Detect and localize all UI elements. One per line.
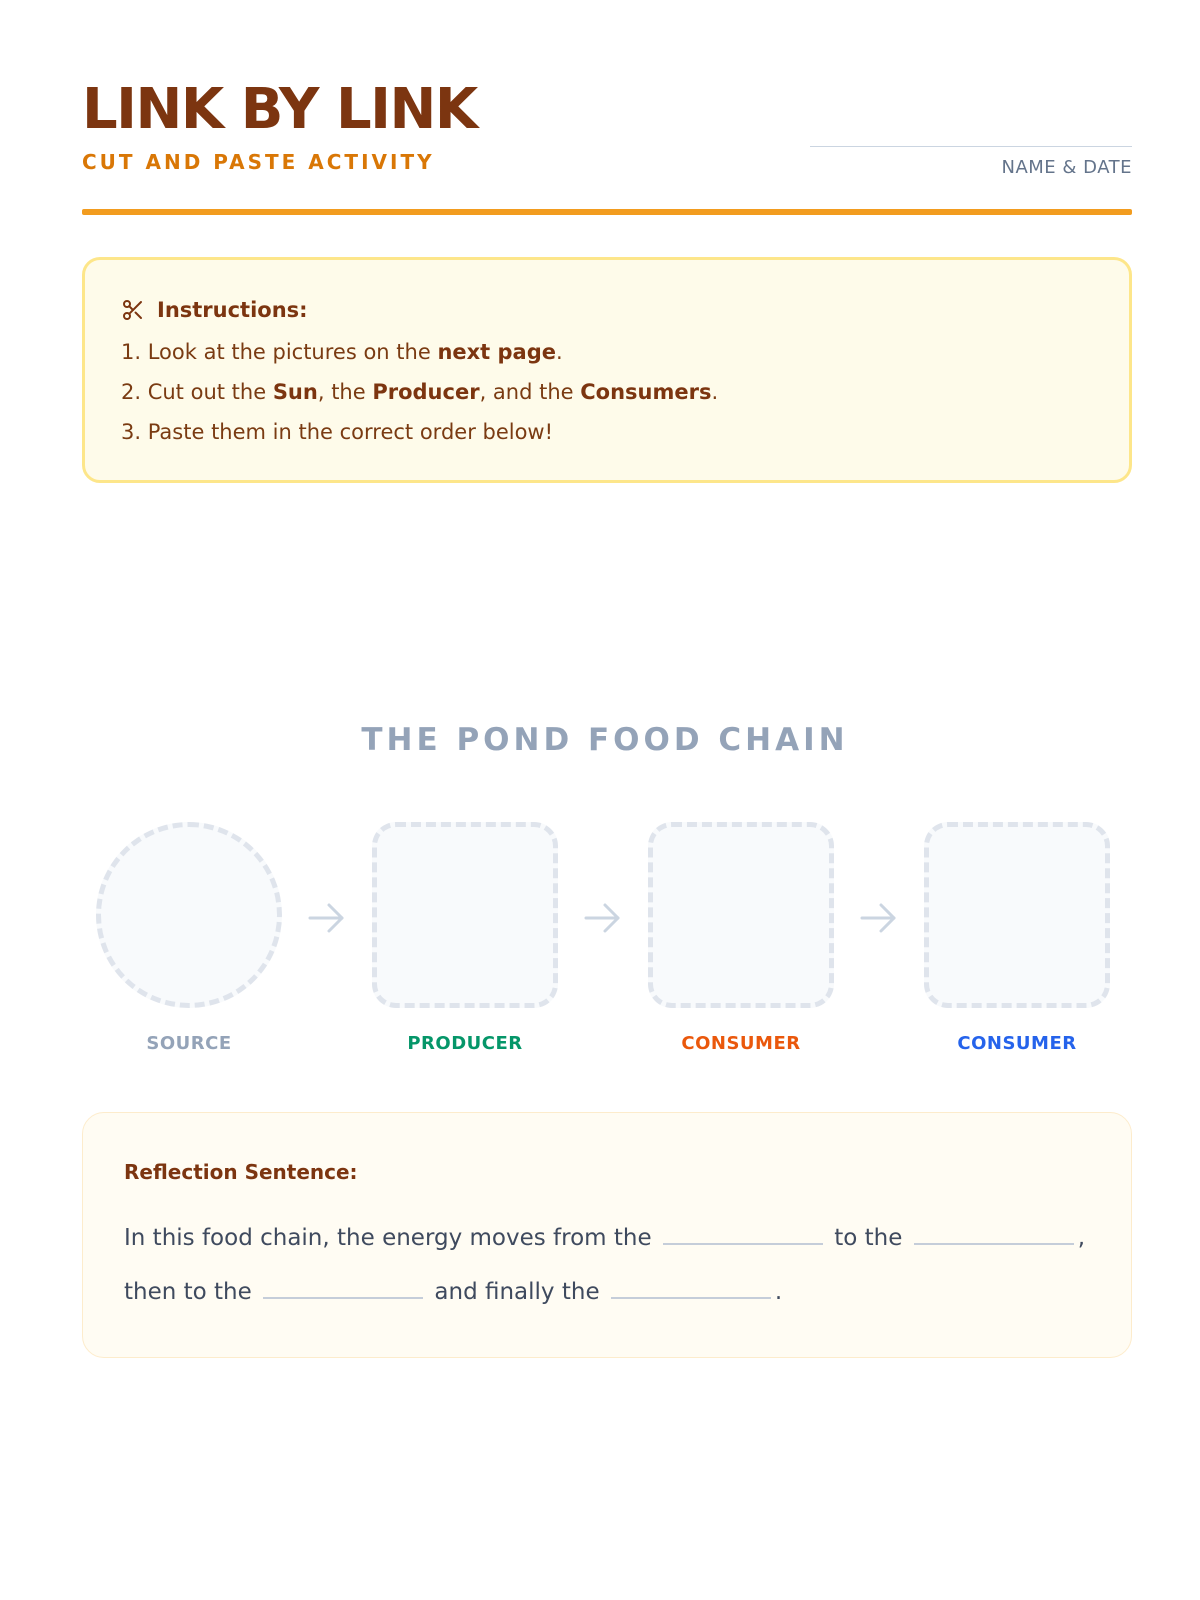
producer-paste-slot[interactable]	[372, 822, 558, 1008]
step-2-c: , and the	[479, 380, 581, 404]
step-2-consumers: Consumers	[580, 380, 712, 404]
step-2-producer: Producer	[372, 380, 480, 404]
reflection-box	[82, 1112, 1132, 1358]
instruction-step-2	[121, 380, 718, 404]
instruction-step-3: 3. Paste them in the correct order below!	[121, 420, 554, 444]
scissors-icon	[121, 298, 145, 322]
producer-label: PRODUCER	[407, 1033, 523, 1054]
reflection-text-1end: ,	[1077, 1225, 1086, 1251]
instructions-box	[82, 257, 1132, 483]
name-date-line	[810, 146, 1132, 147]
instructions-heading-text: Instructions:	[157, 298, 308, 322]
arrow-right-icon	[307, 900, 347, 936]
reflection-text-2a: then to the	[124, 1279, 252, 1305]
page-subtitle: CUT AND PASTE ACTIVITY	[82, 150, 435, 174]
consumer-1-label: CONSUMER	[681, 1033, 801, 1054]
consumer-1-paste-slot[interactable]	[648, 822, 834, 1008]
arrow-right-icon	[583, 900, 623, 936]
step-2-sun: Sun	[272, 380, 318, 404]
source-paste-slot[interactable]	[96, 822, 282, 1008]
page-title: LINK BY LINK	[82, 77, 477, 142]
header-divider	[82, 209, 1132, 215]
step-1-bold: next page	[437, 340, 557, 364]
step-2-b: , the	[317, 380, 373, 404]
fill-blank-1[interactable]	[663, 1243, 823, 1245]
food-chain-title: THE POND FOOD CHAIN	[361, 722, 849, 758]
reflection-text-2b: and finally the	[434, 1279, 600, 1305]
reflection-text-1b: to the	[834, 1225, 903, 1251]
reflection-text-2end: .	[774, 1279, 783, 1305]
step-1-suffix: .	[556, 340, 563, 364]
step-2-a: 2. Cut out the	[121, 380, 273, 404]
name-date-label: NAME & DATE	[1001, 157, 1132, 178]
source-label: SOURCE	[146, 1033, 232, 1054]
step-2-d: .	[711, 380, 719, 404]
reflection-heading: Reflection Sentence:	[124, 1160, 358, 1184]
consumer-2-paste-slot[interactable]	[924, 822, 1110, 1008]
fill-blank-4[interactable]	[611, 1297, 771, 1299]
arrow-right-icon	[859, 900, 899, 936]
instruction-step-1	[121, 340, 563, 364]
consumer-2-label: CONSUMER	[957, 1033, 1077, 1054]
reflection-text-1a: In this food chain, the energy moves from the	[124, 1225, 652, 1251]
reflection-line-1	[124, 1225, 1085, 1251]
fill-blank-3[interactable]	[263, 1297, 423, 1299]
instructions-heading	[121, 298, 308, 322]
fill-blank-2[interactable]	[914, 1243, 1074, 1245]
step-1-prefix: 1. Look at the pictures on the	[121, 340, 438, 364]
reflection-line-2	[124, 1279, 782, 1305]
